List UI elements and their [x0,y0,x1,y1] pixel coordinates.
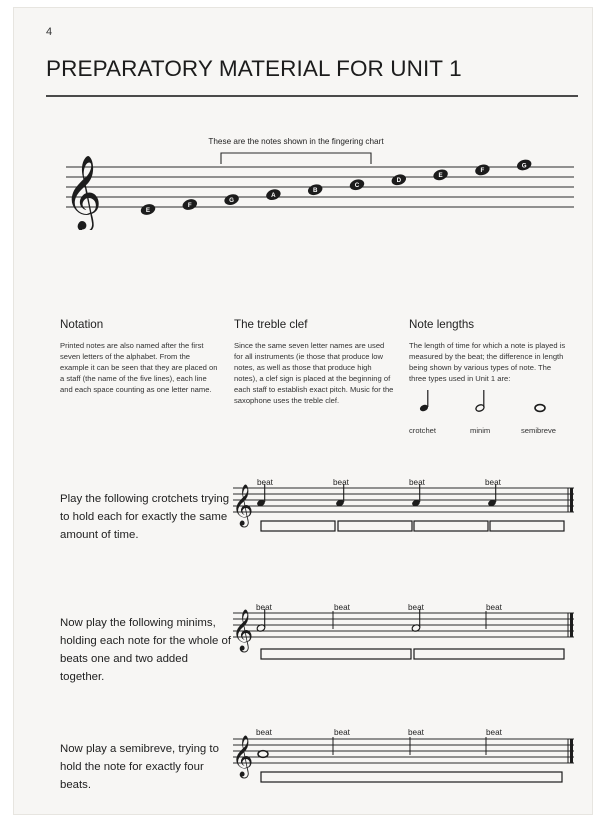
page-title: PREPARATORY MATERIAL FOR UNIT 1 [46,56,462,81]
fingering-staff [0,0,600,230]
fingering-note-letter: D [396,177,402,185]
crotchet-note [256,484,266,507]
ex3-beat-label: beat [334,728,350,737]
semibreve-note [258,751,268,758]
treble-clef-icon: 𝄞 [232,735,254,776]
beat-box [490,521,564,531]
treble-clef-icon: 𝄞 [64,156,102,228]
beat-box [414,649,564,659]
crotchet-note [411,484,421,507]
fingering-chart-label: These are the notes shown in the fingering chart [208,137,384,146]
fingering-note [348,178,365,192]
treble-clef-icon: 𝄞 [232,609,254,650]
fingering-bracket [221,153,371,164]
note-lengths-heading: Note lengths [409,318,475,331]
ex1-beat-label: beat [333,478,349,487]
treble-clef-heading: The treble clef [234,318,308,331]
treble-clef-text: Since the same seven letter names are used for all instruments (ie those that produce low notes, as well as those that produce high notes), a clef sign is placed at the beginning of each staff to establish exact pitch. Music for the saxophone uses the treble clef. [234,341,394,405]
exercise-3-text: Now play a semibreve, trying to hold the note for exactly four beats. [60,743,219,791]
exercise-3-staff [0,731,600,791]
beat-box [261,772,562,782]
fingering-note-letter: A [271,191,276,199]
semibreve-label: semibreve [521,426,557,435]
page-number: 4 [46,26,53,38]
ex3-beat-label: beat [256,728,272,737]
fingering-note-letter: B [312,187,318,194]
fingering-note [181,197,198,211]
fingering-note-letter: G [521,162,527,170]
ex2-beat-label: beat [408,603,424,612]
beat-box [261,521,335,531]
fingering-note [390,173,407,187]
fingering-note-letter: E [438,172,443,180]
fingering-note [474,163,491,177]
ex3-beat-label: beat [486,728,502,737]
treble-clef-icon: 𝄞 [232,484,254,525]
fingering-note-letter: C [354,182,360,190]
fingering-note [265,188,282,202]
beat-box [261,649,411,659]
minim-icon [475,390,485,412]
fingering-note-letter: F [187,201,192,209]
minim-note [256,609,266,632]
fingering-note-letter: E [145,206,151,214]
fingering-note-letter: G [229,196,235,204]
crotchet-note [487,484,497,507]
fingering-note [432,168,449,182]
fingering-note [223,192,240,206]
crotchet-note [335,484,345,507]
fingering-note [307,183,324,197]
exercise-2-staff [0,605,600,665]
ex1-beat-label: beat [257,478,273,487]
fingering-note [139,202,156,216]
note-types [400,384,580,424]
semibreve-icon [535,405,545,412]
fingering-note [516,158,533,172]
exercise-2-text: Now play the following minims, holding each note for the whole of beats one and two added together. [60,617,231,683]
notation-heading: Notation [60,318,104,331]
minim-note [411,609,421,632]
crotchet-label: crotchet [409,426,437,435]
ex2-beat-label: beat [486,603,502,612]
note-lengths-text: The length of time for which a note is played is measured by the beat; the difference in length being shown by various types of note. The three types used in Unit 1 are: [409,341,566,383]
ex2-beat-label: beat [256,603,272,612]
ex2-beat-label: beat [334,603,350,612]
ex1-beat-label: beat [409,478,425,487]
ex3-beat-label: beat [408,728,424,737]
notation-text: Printed notes are also named after the first seven letters of the alphabet. From the example it can be seen that they are placed on a staff (the name of the five lines), each line and each space counting as one letter name. [60,341,218,394]
ex1-beat-label: beat [485,478,501,487]
exercise-1-staff [0,480,600,540]
fingering-note-letter: F [480,167,485,175]
exercise-1-text: Play the following crotchets trying to hold each for exactly the same amount of time. [60,493,230,541]
crotchet-icon [419,390,429,412]
beat-box [414,521,488,531]
minim-label: minim [470,426,491,435]
beat-box [338,521,412,531]
